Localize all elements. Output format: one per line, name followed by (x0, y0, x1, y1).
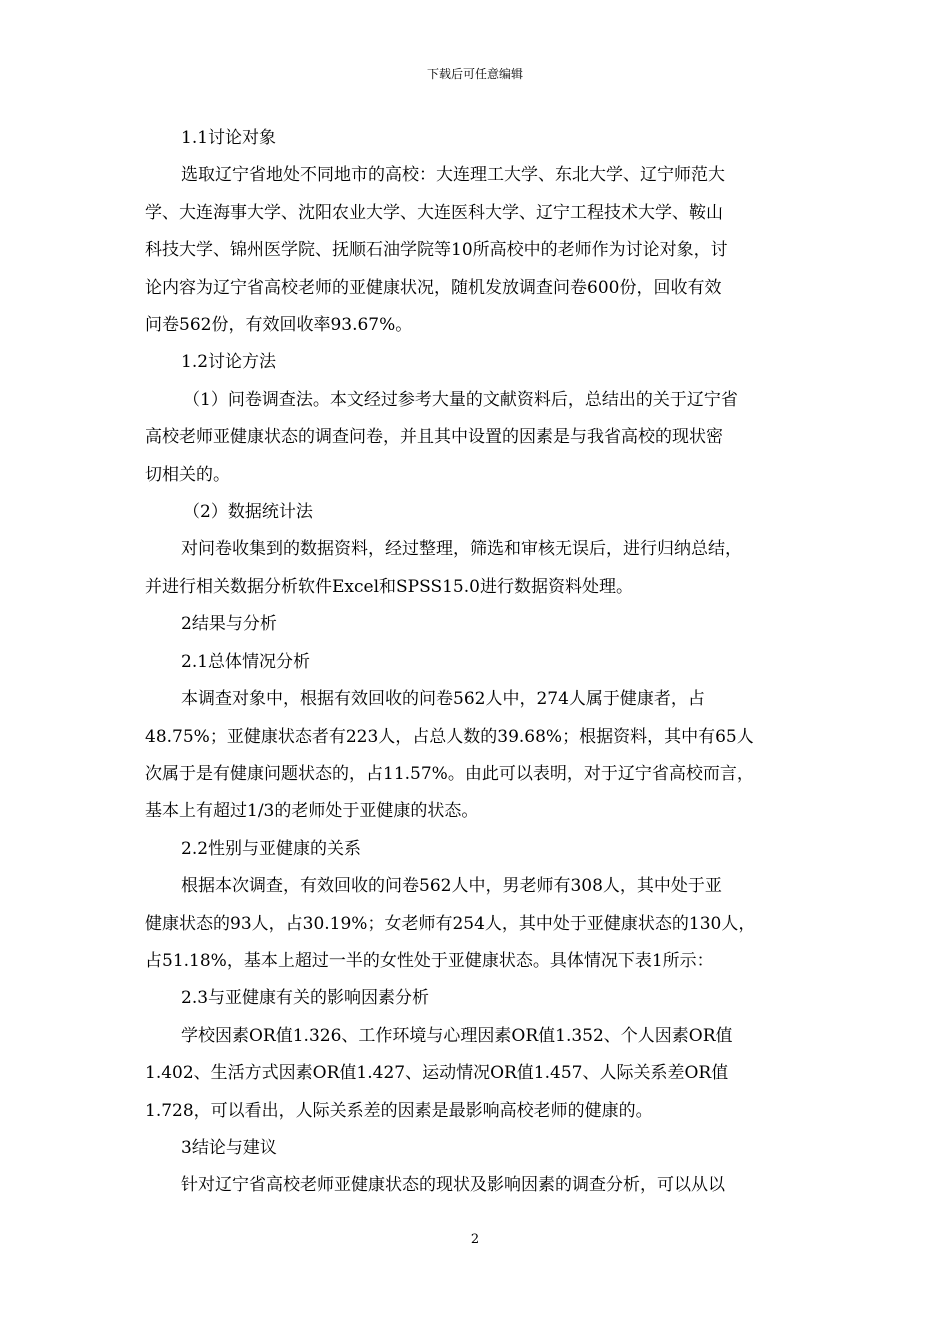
heading-1-1: 1.1讨论对象 (181, 128, 277, 148)
paragraph-influencing-factors (145, 1018, 810, 1130)
text-line: 本调查对象中，根据有效回收的问卷562人中，274人属于健康者，占 (181, 689, 705, 710)
heading-2-1: 2.1总体情况分析 (181, 651, 311, 672)
text-line: 次属于是有健康问题状态的，占11.57%。由此可以表明，对于辽宁省高校而言， (145, 763, 754, 784)
text-line: 根据本次调查，有效回收的问卷562人中，男老师有308人，其中处于亚 (181, 876, 722, 897)
text-line: （1）问卷调查法。本文经过参考大量的文献资料后，总结出的关于辽宁省 (183, 389, 738, 410)
page-number: 2 (470, 1232, 480, 1247)
heading-2: 2结果与分析 (181, 614, 277, 635)
text-line: 1.728，可以看出，人际关系差的因素是最影响高校老师的健康的。 (145, 1100, 653, 1121)
paragraph-questionnaire-method (145, 382, 810, 494)
text-line: 论内容为辽宁省高校老师的亚健康状况，随机发放调查问卷600份，回收有效 (145, 277, 722, 298)
heading-3: 3结论与建议 (181, 1137, 277, 1158)
text-line: 高校老师亚健康状态的调查问卷，并且其中设置的因素是与我省高校的现状密 (145, 427, 723, 448)
heading-2-2: 2.2性别与亚健康的关系 (181, 838, 362, 859)
text-line: 科技大学、锦州医学院、抚顺石油学院等10所高校中的老师作为讨论对象，讨 (145, 240, 728, 261)
text-line: 48.75%；亚健康状态者有223人，占总人数的39.68%；根据资料，其中有65人 (145, 726, 754, 747)
heading-2-3: 2.3与亚健康有关的影响因素分析 (181, 988, 430, 1009)
text-line: 基本上有超过1/3的老师处于亚健康的状态。 (145, 801, 479, 822)
text-line: 选取辽宁省地处不同地市的高校：大连理工大学、东北大学、辽宁师范大 (181, 165, 725, 186)
body-text (145, 120, 810, 1205)
paragraph-data-processing (145, 531, 810, 606)
page-header: 下载后可任意编辑 (426, 67, 523, 81)
text-line: 学、大连海事大学、沈阳农业大学、大连医科大学、辽宁工程技术大学、鞍山 (145, 202, 723, 223)
paragraph-conclusion (145, 1167, 810, 1204)
paragraph-overall-analysis (145, 681, 810, 831)
item-statistics-method: （2）数据统计法 (183, 502, 313, 523)
text-line: 对问卷收集到的数据资料，经过整理，筛选和审核无误后，进行归纳总结， (181, 539, 742, 560)
text-line: 并进行相关数据分析软件Excel和SPSS15.0进行数据资料处理。 (145, 576, 633, 597)
text-line: 学校因素OR值1.326、工作环境与心理因素OR值1.352、个人因素OR值 (181, 1025, 733, 1046)
text-line: 针对辽宁省高校老师亚健康状态的现状及影响因素的调查分析，可以从以 (181, 1175, 725, 1196)
text-line: 问卷562份，有效回收率93.67%。 (145, 315, 413, 336)
paragraph-gender-relation (145, 868, 810, 980)
text-line: 切相关的。 (145, 464, 230, 485)
text-line: 健康状态的93人，占30.19%；女老师有254人，其中处于亚健康状态的130人， (145, 913, 756, 934)
heading-1-2: 1.2讨论方法 (181, 352, 277, 373)
text-line: 占51.18%，基本上超过一半的女性处于亚健康状态。具体情况下表1所示： (145, 950, 714, 971)
text-line: 1.402、生活方式因素OR值1.427、运动情况OR值1.457、人际关系差OR值 (145, 1063, 729, 1084)
paragraph-research-subjects (145, 157, 810, 344)
